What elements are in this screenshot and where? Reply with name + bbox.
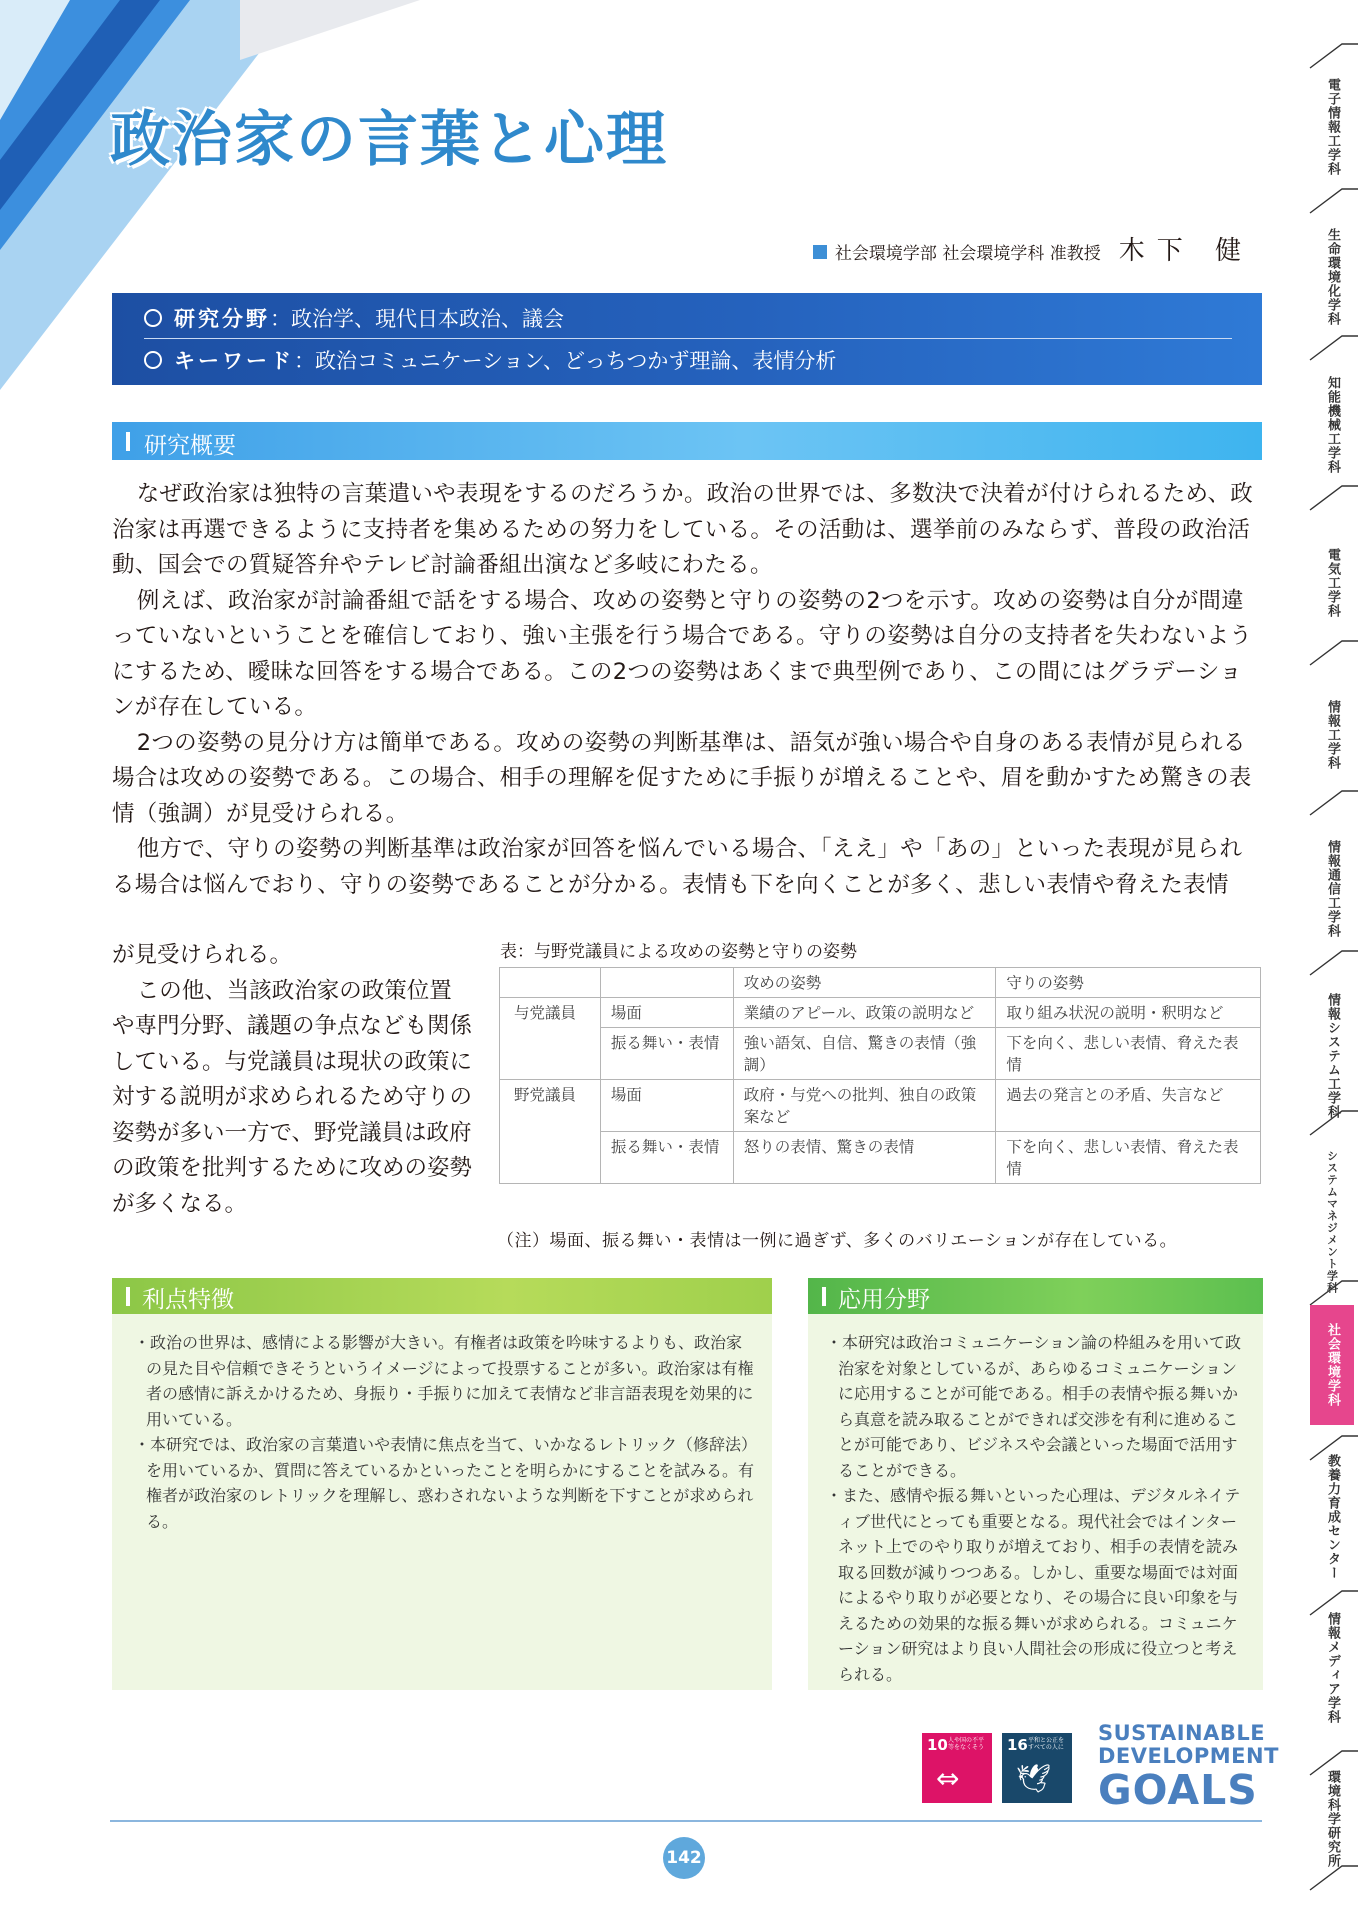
circle-icon	[144, 351, 162, 369]
sdg-goal-number: 10	[927, 1736, 948, 1754]
features-panel	[112, 1278, 772, 1690]
author-affiliation: 社会環境学部 社会環境学科 准教授	[834, 244, 1101, 264]
overview-paragraph: この他、当該政治家の政策位置や専門分野、議題の争点なども関係している。与党議員は現状の政策に対する説明が求められるため守りの姿勢が多い一方で、野党議員は政府の政策を批判するために攻めの姿勢が多くなる。	[112, 977, 473, 1217]
sdg-goal-caption: 平和と公正をすべての人に	[1028, 1737, 1065, 1751]
side-tab-label: 環境科学研究所	[1325, 1770, 1340, 1868]
list-item: ・ また、感情や振る舞いといった心理は、デジタルネイティブ世代にとっても重要となる。現代社会ではインターネット上でのやり取りが増えており、相手の表情を読み取る回数が減りつつある。しかし、重要な場面では対面によるやり取りが必要となり、その場合に良い印象を与えるための効果的な振る舞いが求められる。コミュニケーション研究はより良い人間社会の形成に役立つと考えられる。	[826, 1483, 1246, 1687]
side-tab-label: 電気工学科	[1325, 548, 1340, 618]
overview-paragraph: 例えば、政治家が討論番組で話をする場合、攻めの姿勢と守りの姿勢の2つを示す。攻めの姿勢は自分が間違っていないということを確信しており、強い主張を行う場合である。守りの姿勢は自分の支持者を失わないようにするため、曖昧な回答をする場合である。この2つの姿勢はあくまで典型例であり、この間にはグラデーションが存在している。	[112, 587, 1253, 720]
table-cell: 下を向く、悲しい表情、脅えた表情	[996, 1028, 1261, 1080]
table-cell: 過去の発言との矛盾、失言など	[996, 1080, 1261, 1132]
table-row	[500, 1080, 1261, 1132]
page-title: 政治家の言葉と心理	[110, 105, 668, 175]
side-tab-electrical[interactable]	[1310, 548, 1354, 638]
overview-heading: 研究概要	[144, 433, 236, 459]
side-tab-info-media[interactable]	[1310, 1612, 1354, 1742]
table-cell: 取り組み状況の説明・釈明など	[996, 998, 1261, 1028]
sdgs-logo-line: SUSTAINABLE	[1098, 1721, 1266, 1745]
bar-marker-icon	[822, 1287, 826, 1306]
sdg-goal-10-icon	[922, 1733, 992, 1803]
table-header-cell: 攻めの姿勢	[733, 968, 996, 998]
features-heading: 利点特徴	[142, 1287, 234, 1313]
research-field-value: ：政治学、現代日本政治、議会	[270, 307, 564, 331]
table-cell: 政府・与党への批判、独自の政策案など	[733, 1080, 996, 1132]
sdgs-logo-line: DEVELOPMENT	[1098, 1744, 1279, 1768]
applications-heading-bar	[808, 1278, 1263, 1314]
sdgs-logo-goals: GOALS	[1098, 1766, 1258, 1814]
table-cell: 強い語気、自信、驚きの表情（強調）	[733, 1028, 996, 1080]
side-tab-intelligent-mech[interactable]	[1310, 376, 1354, 494]
overview-paragraph: 2つの姿勢の見分け方は簡単である。攻めの姿勢の判断基準は、語気が強い場合や自身のある表情が見られる場合は攻めの姿勢である。この場合、相手の理解を促すために手振りが増えることや、眉を動かすため驚きの表情（強調）が見受けられる。	[112, 729, 1252, 827]
side-tab-system-mgmt[interactable]	[1310, 1150, 1354, 1300]
footer-divider	[110, 1820, 1262, 1822]
overview-body	[112, 477, 1264, 903]
side-tab-label: 教養力育成センター	[1325, 1454, 1340, 1580]
posture-table	[499, 967, 1261, 1184]
overview-tail-line: が見受けられる。	[112, 942, 293, 968]
sdgs-logo	[1098, 1721, 1279, 1814]
side-tab-label: 生命環境化学科	[1325, 228, 1340, 326]
table-cell: 業績のアピール、政策の説明など	[733, 998, 996, 1028]
table-cell: 怒りの表情、驚きの表情	[733, 1132, 996, 1184]
table-header-cell: 守りの姿勢	[996, 968, 1261, 998]
applications-panel	[808, 1278, 1263, 1690]
divider	[144, 338, 1232, 339]
author-line	[813, 230, 1253, 267]
overview-left-column	[112, 938, 472, 1222]
table-group-cell: 野党議員	[500, 1080, 601, 1184]
keyword-value: ：政治コミュニケーション、どっちつかず理論、表情分析	[294, 349, 837, 373]
keyword-row	[144, 345, 836, 375]
table-caption: 表：与野党議員による攻めの姿勢と守りの姿勢	[500, 942, 857, 962]
keyword-label: キーワード	[174, 349, 294, 373]
features-list	[134, 1330, 754, 1534]
side-tab-info-system[interactable]	[1310, 993, 1354, 1143]
research-field-row	[144, 303, 564, 333]
dove-icon: 🕊	[1016, 1762, 1052, 1795]
bar-marker-icon	[126, 1287, 130, 1306]
table-row	[500, 1028, 1261, 1080]
bar-marker-icon	[126, 432, 130, 451]
side-tab-life-env-chem[interactable]	[1310, 228, 1354, 346]
side-tab-label: 情報工学科	[1325, 700, 1340, 770]
features-heading-bar	[112, 1278, 772, 1314]
side-tab-label: 情報メディア学科	[1325, 1612, 1340, 1724]
equality-arrows-icon: ⇔	[936, 1762, 960, 1795]
side-tab-liberal-arts[interactable]	[1310, 1454, 1354, 1604]
table-cell: 場面	[600, 1080, 733, 1132]
side-tab-label: 情報通信工学科	[1325, 840, 1340, 938]
research-field-box	[112, 293, 1262, 385]
list-item: ・ 本研究では、政治家の言葉遣いや表情に焦点を当て、いかなるレトリック（修辞法）を用いているか、質問に答えているかといったことを明らかにすることを試みる。有権者が政治家のレトリックを理解し、惑わされないような判断を下すことが求められる。	[134, 1432, 754, 1534]
author-name: 木下 健	[1118, 236, 1253, 266]
table-cell	[600, 968, 733, 998]
circle-icon	[144, 309, 162, 327]
side-tab-label: 電子情報工学科	[1325, 78, 1340, 176]
research-field-label: 研究分野	[174, 307, 270, 331]
table-row	[500, 1132, 1261, 1184]
table-header-row	[500, 968, 1261, 998]
side-tab-info-eng[interactable]	[1310, 700, 1354, 790]
applications-heading: 応用分野	[838, 1287, 930, 1313]
overview-heading-bar	[112, 422, 1262, 460]
overview-paragraph: 他方で、守りの姿勢の判断基準は政治家が回答を悩んでいる場合、「ええ」や「あの」といった表現が見られる場合は悩んでおり、守りの姿勢であることが分かる。表情も下を向くことが多く、悲しい表情や脅えた表情	[112, 836, 1243, 898]
side-tab-label: 知能機械工学科	[1325, 376, 1340, 474]
table-cell: 振る舞い・表情	[600, 1132, 733, 1184]
applications-list	[826, 1330, 1246, 1687]
side-tab-social-env[interactable]	[1310, 1305, 1354, 1425]
side-tab-label: システムマネジメント学科	[1325, 1150, 1339, 1294]
table-row	[500, 998, 1261, 1028]
sdg-goal-16-icon	[1002, 1733, 1072, 1803]
list-item: ・ 本研究は政治コミュニケーション論の枠組みを用いて政治家を対象としているが、あらゆるコミュニケーションに応用することが可能である。相手の表情や振る舞いから真意を読み取ることができれば交渉を有利に進めることが可能であり、ビジネスや会議といった場面で活用することができる。	[826, 1330, 1246, 1483]
square-bullet-icon	[813, 245, 827, 259]
overview-paragraph: なぜ政治家は独特の言葉遣いや表現をするのだろうか。政治の世界では、多数決で決着が付けられるため、政治家は再選できるように支持者を集めるための努力をしている。その活動は、選挙前のみならず、普段の政治活動、国会での質疑答弁やテレビ討論番組出演など多岐にわたる。	[112, 481, 1254, 578]
side-tab-env-science[interactable]	[1310, 1770, 1354, 1895]
side-tab-label: 情報システム工学科	[1325, 993, 1340, 1119]
sdg-goal-number: 16	[1007, 1736, 1028, 1754]
table-group-cell: 与党議員	[500, 998, 601, 1080]
table-note: （注）場面、振る舞い・表情は一例に過ぎず、多くのバリエーションが存在している。	[497, 1231, 1178, 1251]
table-cell: 振る舞い・表情	[600, 1028, 733, 1080]
table-cell: 場面	[600, 998, 733, 1028]
side-tab-electronic-info[interactable]	[1310, 78, 1354, 196]
side-tab-label: 社会環境学科	[1325, 1323, 1340, 1407]
table-cell: 下を向く、悲しい表情、脅えた表情	[996, 1132, 1261, 1184]
list-item: ・ 政治の世界は、感情による影響が大きい。有権者は政策を吟味するよりも、政治家の見た目や信頼できそうというイメージによって投票することが多い。政治家は有権者の感情に訴えかけるため、身振り・手振りに加えて表情など非言語表現を効果的に用いている。	[134, 1330, 754, 1432]
side-tab-info-comm[interactable]	[1310, 840, 1354, 958]
sdg-goal-caption: 人や国の不平等をなくそう	[948, 1737, 985, 1751]
table-cell	[500, 968, 601, 998]
page-number: 142	[663, 1837, 705, 1879]
